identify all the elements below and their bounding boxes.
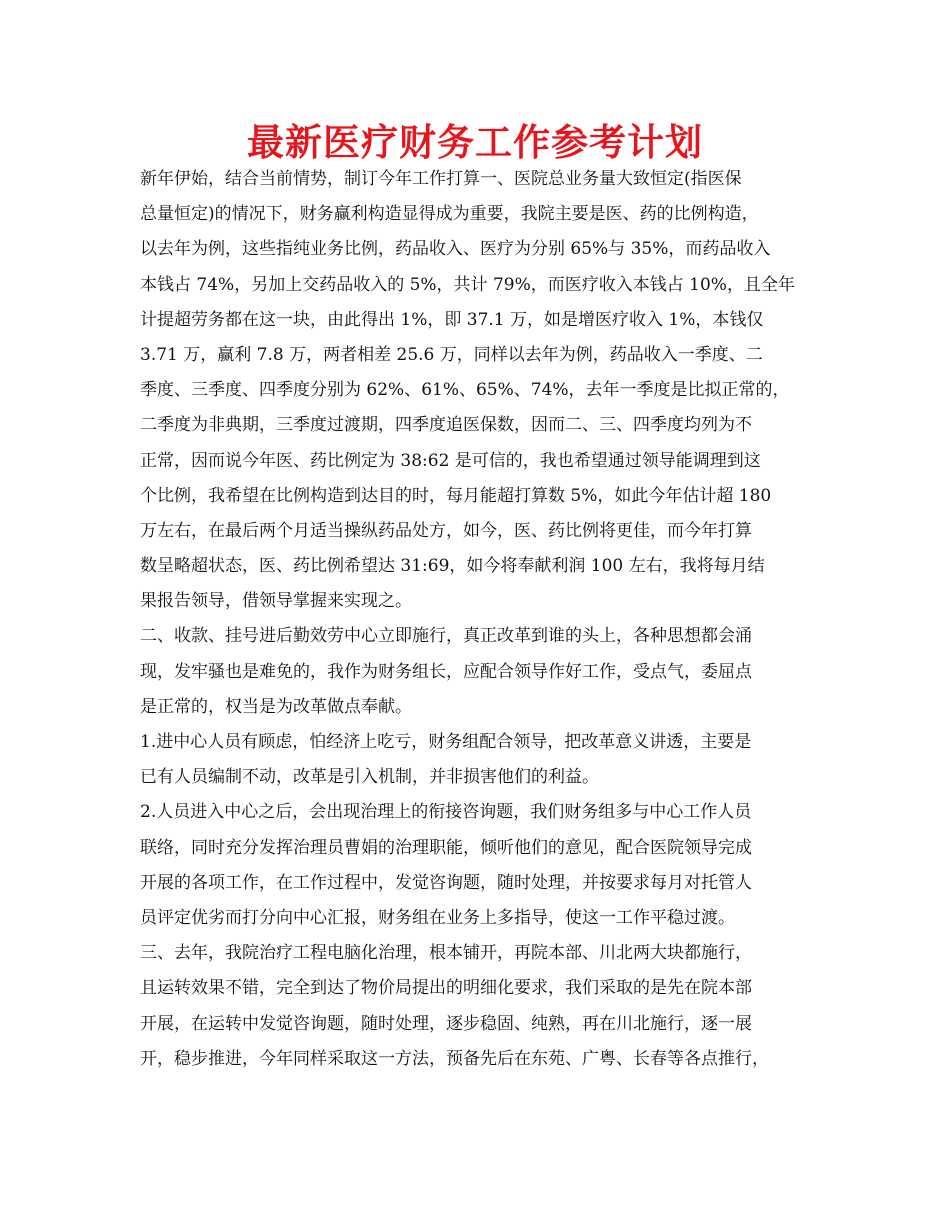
text-line: 已有人员编制不动，改革是引入机制，并非损害他们的利益。	[140, 767, 599, 788]
text-line: 计提超劳务都在这一块，由此得出 1%，即 37.1 万，如是增医疗收入 1%，本钱仅	[140, 309, 764, 330]
text-line: 现，发牢骚也是难免的，我作为财务组长，应配合领导作好工作，受点气，委屈点	[140, 661, 752, 682]
text-line: 开展的各项工作，在工作过程中，发觉咨询题，随时处理，并按要求每月对托管人	[140, 872, 752, 893]
text-line: 数呈略超状态，医、药比例希望达 31:69，如今将奉献利润 100 左右，我将每月结	[140, 556, 765, 577]
text-line: 开展，在运转中发觉咨询题，随时处理，逐步稳固、纯熟，再在川北施行，逐一展	[140, 1013, 752, 1034]
text-line: 本钱占 74%，另加上交药品收入的 5%，共计 79%，而医疗收入本钱占 10%，且全年	[140, 274, 795, 295]
text-line: 二、收款、挂号进后勤效劳中心立即施行，真正改革到谁的头上，各种思想都会涌	[140, 626, 752, 647]
text-line: 万左右，在最后两个月适当操纵药品处方，如今，医、药比例将更佳，而今年打算	[140, 520, 752, 541]
document-title: 最新医疗财务工作参考计划	[247, 121, 703, 164]
text-line: 是正常的，权当是为改革做点奉献。	[140, 696, 412, 717]
text-line: 季度、三季度、四季度分别为 62%、61%、65%、74%，去年一季度是比拟正常的，	[140, 380, 790, 401]
text-line: 以去年为例，这些指纯业务比例，药品收入、医疗为分别 65%与 35%，而药品收入	[140, 239, 771, 260]
text-line: 联络，同时充分发挥治理员曹娟的治理职能，倾听他们的意见，配合医院领导完成	[140, 837, 752, 858]
text-line: 且运转效果不错，完全到达了物价局提出的明细化要求，我们采取的是先在院本部	[140, 978, 752, 999]
text-line: 员评定优劣而打分向中心汇报，财务组在业务上多指导，使这一工作平稳过渡。	[140, 907, 735, 928]
text-line: 新年伊始，结合当前情势，制订今年工作打算一、医院总业务量大致恒定(指医保	[140, 169, 742, 189]
text-line: 2.人员进入中心之后，会出现治理上的衔接咨询题，我们财务组多与中心工作人员	[140, 802, 752, 823]
text-line: 二季度为非典期，三季度过渡期，四季度追医保数，因而二、三、四季度均列为不	[140, 415, 752, 436]
document-body	[140, 162, 815, 1077]
text-line: 1.进中心人员有顾虑，怕经济上吃亏，财务组配合领导，把改革意义讲透，主要是	[140, 732, 752, 752]
text-line: 开，稳步推进，今年同样采取这一方法，预备先后在东苑、广粤、长春等各点推行，	[140, 1048, 769, 1069]
text-line: 正常，因而说今年医、药比例定为 38:62 是可信的，我也希望通过领导能调理到这	[140, 450, 761, 471]
text-line: 个比例，我希望在比例构造到达目的时，每月能超打算数 5%，如此今年估计超 180	[140, 485, 772, 506]
text-line: 总量恒定)的情况下，财务赢利构造显得成为重要，我院主要是医、药的比例构造，	[140, 204, 759, 225]
text-line: 果报告领导，借领导掌握来实现之。	[140, 591, 412, 612]
text-line: 3.71 万，赢利 7.8 万，两者相差 25.6 万，同样以去年为例，药品收入一季度、二	[140, 344, 763, 365]
text-line: 三、去年，我院治疗工程电脑化治理，根本铺开，再院本部、川北两大块都施行，	[140, 943, 752, 964]
